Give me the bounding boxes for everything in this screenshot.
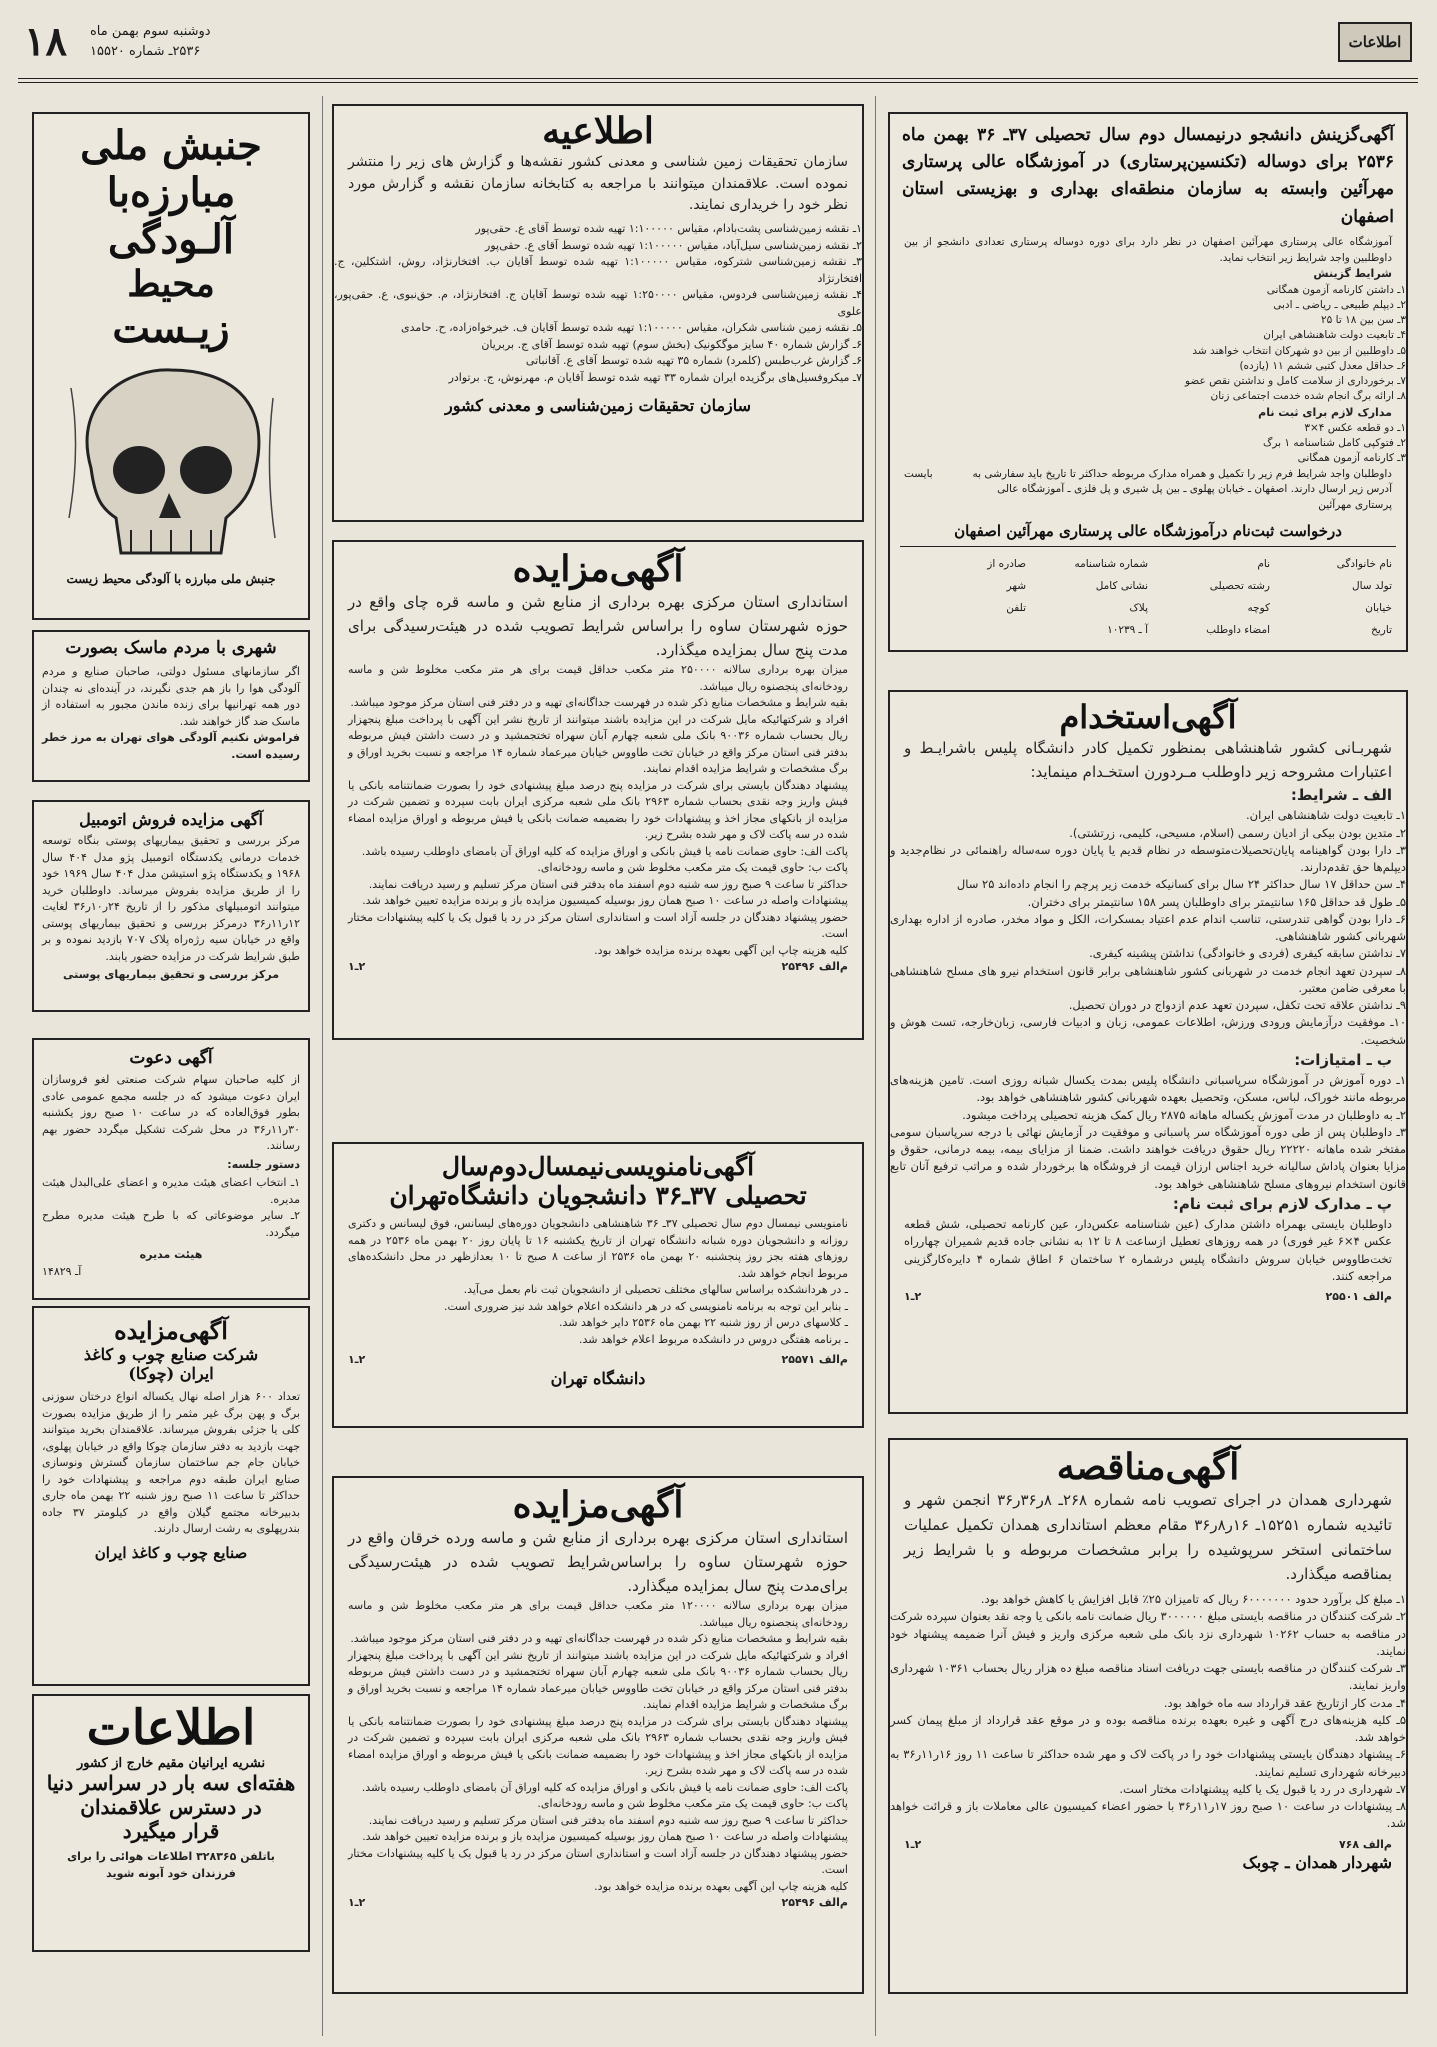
- docs-list: [890, 421, 1406, 467]
- list-item: ۱ـ تابعیت دولت شاهنشاهی ایران.: [1246, 808, 1406, 823]
- list-item: ۵ـ طول قد حداقل ۱۶۵ سانتیمتر برای داوطلبان پسر ۱۵۸ سانتیمتر برای دختران.: [1027, 894, 1406, 909]
- list-item: ۴ـ تابعیت دولت شاهنشاهی ایران: [1263, 329, 1406, 342]
- list-item: ۳ـ نقشه زمین‌شناسی شترکوه، مقیاس ۱:۱۰۰۰۰۰ تهیه شده توسط آقایان ب. افتخارنژاد، روش، اشتکلین، ج. افتخارنژاد: [334, 255, 862, 285]
- list-item: ۱ـ نقشه زمین‌شناسی پشت‌بادام، مقیاس ۱:۱۰۰۰۰۰ تهیه شده توسط آقای ع. حقی‌پور: [475, 222, 862, 236]
- form-row: [904, 597, 1392, 619]
- form-field: تلفن: [1006, 602, 1026, 614]
- logo-text: اطلاعات: [1348, 33, 1402, 51]
- notice-title: شهری با مردم ماسک بصورت: [65, 638, 277, 658]
- ad-title: آگهی‌مزایده: [114, 1316, 228, 1345]
- form-field: خیابان: [1365, 602, 1392, 614]
- mask-notice: [32, 630, 310, 782]
- ad-footer: [890, 1837, 1406, 1854]
- requirements-list: [890, 807, 1406, 1049]
- ad-title: آگهی مزایده فروش اتومبیل: [79, 810, 263, 829]
- form-field: پلاک: [1129, 602, 1148, 614]
- announcement-signature: سازمان تحقیقات زمین‌شناسی و معدنی کشور: [444, 396, 752, 416]
- ad-lead: استانداری استان مرکزی بهره برداری از منابع شن و ماسه ورده خرقان واقع در حوزه شهرستان ساوه را براساس‌شرایط تصویب شده در هیئت‌رسیدگی برای‌مدت پنج سال بمزایده میگذارد.: [348, 1529, 848, 1595]
- invitation-ad: [32, 1038, 310, 1300]
- promo-line: نشریه ایرانیان مقیم خارج از کشور: [76, 1756, 266, 1771]
- ad-signature: صنایع چوب و کاغذ ایران: [94, 1543, 248, 1562]
- list-item: ۳ـ دارا بودن گواهینامه پایان‌تحصیلات‌متوسطه در نظام قدیم یا پایان دوره سه‌ساله راهنمائی در نظام‌جدید و دیپلم‌ها حق تقدم‌دارند.: [890, 842, 1406, 874]
- promo-line: در دسترس علاقمندان: [80, 1795, 262, 1819]
- column-rule: [875, 96, 876, 2036]
- campaign-line: جنبش ملی: [80, 122, 262, 169]
- ad-lead: شهرداری همدان در اجرای تصویب نامه شماره ۲۶۸ـ ۸ر۳۶ر۳۶ انجمن شهر و تائیدیه شماره ۱۵۲۵۱ـ ۱۶ر۸ر۳۶ مقام معظم استانداری همدان تکمیل عملیات ساختمانی استخر سرپوشیده را برابر مشخصات مربوطه و با شرایط زیر بمناقصه میگذارد.: [904, 1491, 1392, 1584]
- column-rule: [322, 96, 323, 2036]
- ad-title-2: تحصیلی ۳۷ـ۳۶ دانشجویان دانشگاه‌تهران: [389, 1181, 807, 1210]
- promo-title: اطلاعات: [86, 1700, 256, 1756]
- documents-text: داوطلبان بایستی بهمراه داشتن مدارک (عین شناسنامه عکس‌دار، عین کارنامه تحصیلی، شش قطعه عکس ۴×۶ غیر فوری) در همه روزهای تعطیل ازساعت ۸ تا ۱۲ به نشانی جاده قدیم شمیران چهارراه تخت‌طاووس خیابان سروش دانشگاه پلیس درشماره ۲ ساختمان ۶ اطاق شماره ۴ دایره‌کارگزینی مراجعه کنند.: [904, 1217, 1393, 1283]
- ad-title: آگهی‌مزایده: [512, 1484, 684, 1526]
- agenda-item: ۲ـ سایر موضوعاتی که با طرح هیئت مدیره مطرح میگردد.: [42, 1209, 300, 1239]
- company-name: ایران (چوکا): [128, 1364, 214, 1383]
- announcement-title: اطلاعیه: [542, 110, 654, 152]
- list-item: ۵ـ کلیه هزینه‌های درج آگهی و غیره بعهده برنده مناقصه بوده و در موقع عقد قرارداد از مبلغ پیمان کسر خواهد شد.: [890, 1712, 1406, 1744]
- ad-paragraph: پاکت ب: حاوی قیمت یک متر مکعب مخلوط شن و ماسه رودخانه‌ای.: [537, 861, 848, 874]
- list-item: ۵ـ داوطلبین از بین دو شهرکان انتخاب خواهند شد: [1192, 344, 1406, 357]
- ad-ref: م‌الف ۲۵۵۷۱: [781, 1353, 848, 1366]
- campaign-line: محیط: [127, 263, 215, 305]
- list-item: ۹ـ نداشتن علاقه تحت تکفل، سپردن تعهد عدم ازدواج در دوران تحصیل.: [1068, 998, 1406, 1012]
- ad-note-right: بایست: [904, 467, 933, 480]
- list-item: ۱ـ دوره آموزش در آموزشگاه سرپاسبانی دانشگاه پلیس بمدت یکسال شبانه روزی است. تامین هزینه‌های مربوطه مانند خوراک، لباس، مسکن، وتحصیل بعهده شهربانی کشور شاهنشاهی خواهد بود.: [890, 1073, 1406, 1105]
- ad-paragraph: افراد و شرکتهائیکه مایل شرکت در این مزایده باشند میتوانند از تاریخ نشر این آگهی با پرداخت مبلغ پنجهزار ریال بحساب شماره ۹۰۰۳۶ بانک ملی شعبه چهارم آبان سهراه تختجمشید و در دست داشتن فیش مربوطه بدفتر فنی استان مرکز واقع در خیابان تخت طاووس خیابان میرعماد شماره ۱۴ مراجعه و نسبت بخرید اوراق و برگ مشخصات و شرایط مزایده اقدام نمایند.: [348, 712, 848, 775]
- campaign-line: زیـست: [112, 305, 230, 352]
- promo-phone: باتلفن ۳۲۸۳۶۵ اطلاعات هوائی را برای فرزندان خود آبونه شوید: [67, 1850, 275, 1880]
- ettelaat-promo-ad: [32, 1694, 310, 1952]
- ad-title: آگهی دعوت: [129, 1048, 213, 1068]
- ad-title: آگهی‌مناقصه: [1056, 1446, 1240, 1488]
- ad-title: آگهی‌مزایده: [512, 548, 684, 590]
- list-item: ۶ـ گزارش شماره ۴۰ سایز موگکونیک (بخش سوم) تهیه شده توسط آقای ج. بربریان: [481, 337, 862, 351]
- ad-signature: مرکز بررسی و تحقیق بیماریهای پوستی: [62, 968, 280, 981]
- campaign-line: آلـودگی: [108, 216, 234, 263]
- conditions-list: [890, 283, 1406, 405]
- ad-signature: شهردار همدان ـ چوبک: [1242, 1853, 1392, 1872]
- form-field: شهر: [1006, 579, 1026, 592]
- list-item: ۶ـ پیشنهاد دهندگان بایستی پیشنهادات خود را در پاکت لاک و مهر شده حداکثر تا ساعت ۱۱ روز ۱۶ر۱۱ر۳۶ به دبیرخانه شهرداری تسلیم نمایند.: [890, 1747, 1406, 1779]
- list-item: ۷ـ شهرداری در رد یا قبول یک یا کلیه پیشنهادات مختار است.: [1119, 1781, 1406, 1796]
- tender-terms-list: [890, 1591, 1406, 1833]
- ad-lead: استانداری استان مرکزی بهره برداری از منابع شن و ماسه قره چای واقع در حوزه شهرستان ساوه را براساس شرایط تصویب شده در هیئت‌رسیدگی برای مدت پنج سال بمزایده میگذارد.: [348, 593, 848, 659]
- ad-body: از کلیه صاحبان سهام شرکت صنعتی لغو فروسازان ایران دعوت میشود که در جلسه مجمع عمومی عادی بطور فوق‌العاده که در ساعت ۱۰ صبح روز یکشنبه ۳۰ر۱۱ر۳۶ در محل شرکت تشکیل میگردد حضور بهم رسانند.: [42, 1073, 300, 1152]
- list-item: ۲ـ شرکت کنندگان در مناقصه بایستی مبلغ ۳۰۰۰۰۰۰ ریال ضمانت نامه بانکی یا وجه نقد بعنوان سپرده شرکت در مناقصه به حساب ۱۰۲۶۲ شهرداری نزد بانک ملی شعبه مرکزی واریز و فیش آنرا ضمیمه پیشنهاد خود نمایند.: [890, 1609, 1406, 1658]
- geology-announcement: [332, 104, 864, 522]
- ad-title: آگهی‌نامنویسی‌نیمسال‌دوم‌سال: [441, 1152, 755, 1181]
- ad-ref-2: ۲ـ۱: [348, 1896, 366, 1909]
- issue-line: ۲۵۳۶ـ شماره ۱۵۵۲۰: [90, 44, 201, 59]
- ad-paragraph: حداکثر تا ساعت ۹ صبح روز سه شنبه دوم اسفند ماه بدفتر فنی استان مرکز تسلیم و رسید دریافت نمایند.: [368, 1813, 848, 1827]
- list-item: ۱ـ مبلغ کل برآورد حدود ۶۰۰۰۰۰۰۰ ریال که تامیزان ۲۵٪ قابل افزایش یا کاهش خواهد بود.: [980, 1592, 1406, 1606]
- ad-body: تعداد ۶۰۰ هزار اصله نهال یکساله انواع درختان سوزنی برگ و پهن برگ غیر مثمر را از طریق مزایده بصورت کلی یا جزئی بفروش میرساند. علاقمندان بخرید میتوانند جهت بازدید به دفتر سازمان چوکا واقع در خیابان پهلوی، خیابان جام جم ساختمان سازمان گسترش ونوسازی صنایع ایران طبقه دوم مراجعه و پیشنهادات خود را حداکثر تا ساعت ۱۱ صبح روز شنبه ۲۲ بهمن ماه جاری بدبیرخانه مجتمع گیلان واقع در کیلومتر ۳۷ جاده بندرپهلوی به رشت ارسال دارند.: [42, 1390, 301, 1535]
- ad-ref: م‌الف ۲۵۴۹۶: [781, 1896, 848, 1909]
- auction-ad: [332, 1476, 864, 1994]
- notice-tail: فراموش نکنیم آلودگی هوای تهران به مرز خطر رسیده است.: [42, 731, 300, 761]
- form-row: [904, 575, 1392, 597]
- tender-ad: [888, 1438, 1408, 1994]
- form-field: نام خانوادگی: [1336, 557, 1392, 570]
- form-field: تاریخ: [1371, 624, 1392, 637]
- list-item: ۸ـ سپردن تعهد انجام خدمت در شهربانی کشور شاهنشاهی برابر قانون استخدام نیرو های مسلح شاهنشاهی با معرفی ضامن معتبر.: [890, 963, 1406, 995]
- notice-body: اگر سازمانهای مسئول دولتی، صاحبان صنایع و مردم آلودگی هوا را باز هم جدی نگیرند، در آینده‌ای نه چندان دور همه تهرانیها برای زنده ماندن مجبور به استفاده از ماسک ضد گاز خواهند شد.: [42, 665, 300, 728]
- ad-paragraph: پیشنهاد دهندگان بایستی برای شرکت در مزایده پنج درصد مبلغ پیشنهادی خود را بصورت ضمانتنامه بانکی یا فیش واریز وجه نقدی بحساب شماره ۲۹۶۳ بانک ملی شعبه مرکزی ایران بابت سپرده و تضمین شرکت در مزایده از بانکهای مجاز اخذ و پیشنهادات خود را بضمیمه ضمانت بانکی یا فیش مربوطه و اوراق مزایده امضاء شده در سه پاکت لاک و مهر شده بشرح زیر.: [348, 778, 848, 841]
- ad-ref: آـ ۱۴۸۲۹: [42, 1264, 82, 1278]
- list-item: ۱ـ دو قطعه عکس ۴×۳: [1304, 422, 1406, 434]
- list-item: ۵ـ نقشه زمین شناسی شکران، مقیاس ۱:۱۰۰۰۰۰ تهیه شده توسط آقایان ف. خیرخواه‌زاده، ح. حامدی: [401, 321, 862, 335]
- masthead-logo: [1338, 22, 1412, 62]
- ad-paragraph: نامنویسی نیمسال دوم سال تحصیلی ۳۷ـ ۳۶ شاهنشاهی دانشجویان دوره‌های لیسانس، فوق لیسانس و دکتری روزانه و دانشجویان دوره شبانه دانشگاه تهران از تاریخ یکشنبه ۱۶ تا پایان روز ۲۰ بهمن ماه ۲۵۳۶ در همه روزهای هفته بجز روز پنجشنبه ۲۰ بهمن ماه ۲۵۳۶ از ساعت ۸ صبح تا ۱۰ بعدازظهر در محل دانشکده‌های مربوط انجام خواهد شد.: [348, 1217, 849, 1280]
- ad-signature: دانشگاه تهران: [550, 1368, 646, 1388]
- skull-illustration: [51, 358, 291, 568]
- header-rule: [18, 78, 1418, 79]
- list-item: ۲ـ به داوطلبان در مدت آموزش یکساله ماهانه ۲۸۷۵ ریال کمک هزینه تحصیلی پرداخت میشود.: [962, 1107, 1406, 1122]
- ad-paragraph: پاکت ب: حاوی قیمت یک متر مکعب مخلوط شن و ماسه رودخانه‌ای.: [537, 1797, 848, 1810]
- list-item: ۷ـ برخورداری از سلامت کامل و نداشتن نقص عضو: [1184, 375, 1406, 388]
- page-header: [18, 18, 1418, 78]
- form-field: صادره از: [987, 557, 1026, 570]
- ad-ref: م‌الف ۲۵۴۹۶: [781, 960, 848, 973]
- ad-paragraph: بقیه شرایط و مشخصات منابع ذکر شده در فهرست جداگانه‌ای تهیه و در دفتر فنی استان مرکز موجود میباشد.: [350, 696, 848, 709]
- ad-signature: هیئت مدیره: [139, 1248, 203, 1261]
- list-item: ۴ـ نقشه زمین‌شناسی فردوس، مقیاس ۱:۲۵۰۰۰۰ تهیه شده توسط آقایان ج. افتخارنژاد، م. حق‌نبوی، ع. حقی‌پور، علوی: [334, 288, 862, 318]
- ad-paragraph: میزان بهره برداری سالانه ۲۵۰۰۰۰ متر مکعب حداقل قیمت برای هر متر مکعب مخلوط شن و ماسه رودخانه‌ای پنجصنوه ریال میباشد.: [348, 663, 848, 693]
- conditions-title: شرایط گزینش: [1313, 267, 1392, 281]
- date-line: دوشنبه سوم بهمن ماه: [90, 24, 211, 39]
- form-field: نشانی کامل: [1095, 579, 1148, 592]
- list-item: ۴ـ سن حداقل ۱۷ سال حداکثر ۲۴ سال برای کسانیکه خدمت زیر پرچم را انجام داده‌اند ۲۵ سال: [956, 877, 1406, 892]
- page-number: ۱۸: [24, 18, 67, 65]
- list-item: ۷ـ نداشتن سابقه کیفری (فردی و خانوادگی) نداشتن پیشینه کیفری.: [1089, 946, 1406, 961]
- pollution-campaign-ad: [32, 112, 310, 620]
- ad-note: داوطلبان واجد شرایط فرم زیر را تکمیل و همراه مدارک مربوطه حداکثر تا تاریخ باید سفارشی به آدرس زیر ارسال دارند. اصفهان ـ خیابان پهلوی ـ بین پل شیری و پل فلزی ـ آموزشگاه عالی پرستاری مهرآئین: [972, 467, 1392, 512]
- ad-intro: آموزشگاه عالی پرستاری مهرآئین اصفهان در نظر دارد برای دوره دوساله پرستاری تعدادی دانشجو از بین داوطلبین واجد شرایط زیر انتخاب نماید.: [904, 235, 1392, 264]
- ad-paragraph: پاکت الف: حاوی ضمانت نامه یا فیش بانکی و اوراق مزایده که کلیه اوراق آن بامضای داوطلب رسیده باشد.: [361, 844, 848, 858]
- list-item: ۲ـ متدین بودن بیکی از ادیان رسمی (اسلام، مسیحی، کلیمی، زرتشتی).: [1069, 825, 1406, 840]
- list-item: ۳ـ کارنامه آزمون همگانی: [1297, 452, 1406, 465]
- ad-heading: آگهی‌گزینش دانشجو درنیمسال دوم سال تحصیلی ۳۷ـ ۳۶ بهمن ماه ۲۵۳۶ برای دوساله (تکنسین‌پرستاری) در آموزشگاه عالی پرستاری مهرآئین وابسته به سازمان منطقه‌ای بهداری و بهزیستی استان اصفهان: [902, 125, 1394, 227]
- ad-ref: م‌الف ۲۵۵۰۱: [1325, 1290, 1392, 1303]
- note-row: [890, 467, 1406, 514]
- list-item: ۳ـ داوطلبان پس از طی دوره آموزشگاه سر پاسبانی و موفقیت در آزمایش نهائی با درجه سرپاسبان سومی مفتخر شده ماهانه ۲۲۲۲۰ ریال حقوق دریافت خواهند داشت. ضمنا از مزایای بیمه، بیمه درمانی، حقوق و مزایا بعنوان پاداش سالیانه خرید اجناس ارزان قیمت از فروشگاه ها برخوردار شده و مراتب ترفیع آنان تابع قانون استخدام نیروهای مسلح شاهنشاهی خواهد بود.: [890, 1124, 1406, 1191]
- ad-paragraph: حداکثر تا ساعت ۹ صبح روز سه شنبه دوم اسفند ماه بدفتر فنی استان مرکز تسلیم و رسید دریافت نمایند.: [368, 877, 848, 891]
- agenda-title: دستور جلسه:: [227, 1157, 300, 1171]
- list-item: ۱ـ داشتن کارنامه آزمون همگانی: [1266, 283, 1406, 296]
- ad-paragraph: کلیه هزینه چاپ این آگهی بعهده برنده مزایده خواهد بود.: [594, 943, 848, 957]
- ad-ref-2: ۲ـ۱: [348, 960, 366, 973]
- promo-line: هفته‌ای سه بار در سراسر دنیا: [46, 1771, 296, 1795]
- list-item: ۶ـ حداقل معدل کتبی ششم ۱۱ (یازده): [1239, 359, 1406, 372]
- benefits-list: [890, 1072, 1406, 1193]
- form-row: [904, 553, 1392, 575]
- list-item: ۷ـ میکروفسیل‌های برگزیده ایران شماره ۳۳ تهیه شده توسط آقایان م. مهرنوش، ج. برتوادر: [448, 370, 862, 384]
- ad-footer: [334, 959, 862, 976]
- skull-caption: جنبش ملی مبارزه با آلودگی محیط زیست: [66, 572, 276, 586]
- ad-body: مرکز بررسی و تحقیق بیماریهای پوستی بنگاه توسعه خدمات درمانی یکدستگاه اتومبیل پژو مدل ۴۰۴ سال ۱۹۶۸ و یکدستگاه پژو استیشن مدل ۴۰۴ سال ۱۹۶۹ خود را از طریق مزایده بفروش میرساند. داوطلبان خرید میتوانند اتومبیلهای مذکور را از تاریخ ۲۴ر۱۰ر۳۶ لغایت ۱۲ر۱۱ر۳۶ درمرکز بررسی و تحقیق بیماریهای پوستی واقع در خیابان سیه رژه‌راه پلاک ۷۰۷ بازدید نموده و بر طبق شرایط شرکت در مزایده حضور یابند.: [42, 834, 300, 963]
- list-item: ۲ـ نقشه زمین‌شناسی سیل‌آباد، مقیاس ۱:۱۰۰۰۰۰ تهیه شده توسط آقای ع. حقی‌پور: [485, 238, 862, 252]
- form-title: درخواست ثبت‌نام درآموزشگاه عالی پرستاری مهرآئین اصفهان: [954, 521, 1342, 540]
- list-item: ۳ـ شرکت کنندگان در مناقصه بایستی جهت دریافت اسناد مناقصه مبلغ ده هزار ریال بحساب ۱۰۳۶۱ شهرداری واریز نمایند.: [890, 1661, 1407, 1693]
- section-title: پ ـ مدارک لازم برای ثبت نام:: [1172, 1194, 1392, 1213]
- announcement-body: سازمان تحقیقات زمین شناسی و معدنی کشور نقشه‌ها و گزارش های زیر را منتشر نموده است. علاقمندان میتوانند با مراجعه به کتابخانه سازمان نقشه و گزارش مورد نظر خود را خریداری نمایند.: [348, 154, 848, 214]
- ad-ref-2: ۲ـ۱: [904, 1290, 922, 1303]
- ad-paragraph: میزان بهره برداری سالانه ۱۲۰۰۰۰ متر مکعب حداقل قیمت برای هر متر مکعب مخلوط شن و ماسه رودخانه‌ای پنجصنوه ریال میباشد.: [348, 1599, 848, 1629]
- section-title: ب ـ امتیازات:: [1294, 1050, 1392, 1069]
- wood-auction-ad: [32, 1306, 310, 1686]
- ad-paragraph: ـ برنامه هفتگی دروس در دانشکده مربوط اعلام خواهد شد.: [578, 1332, 848, 1346]
- ad-paragraph: حضور پیشنهاد دهندگان در جلسه آزاد است و استانداری استان مرکز در رد یا قبول یک یا کلیه پیشنهادات مختار است.: [348, 1846, 848, 1876]
- university-registration-ad: [332, 1142, 864, 1428]
- list-item: ۶ـ گزارش غرب‌طبس (کلمرد) شماره ۳۵ تهیه شده توسط آقای ع. آقانباتی: [525, 354, 862, 368]
- section-title: الف ـ شرایط:: [1290, 786, 1392, 804]
- header-rule-2: [18, 82, 1418, 83]
- agenda-item: ۱ـ انتخاب اعضای هیئت مدیره و اعضای علی‌البدل هیئت مدیره.: [42, 1176, 300, 1206]
- ad-paragraph: بقیه شرایط و مشخصات منابع ذکر شده در فهرست جداگانه‌ای تهیه و در دفتر فنی استان مرکز موجود میباشد.: [350, 1632, 848, 1645]
- list-item: ۲ـ فتوکپی کامل شناسنامه ۱ برگ: [1262, 437, 1406, 450]
- ad-footer: [334, 1895, 862, 1912]
- form-field: [904, 619, 1026, 641]
- form-field: آ ـ ۱۰۲۳۹: [1107, 624, 1148, 637]
- list-item: ۴ـ مدت کار ازتاریخ عقد قرارداد سه ماه خواهد بود.: [1163, 1695, 1406, 1710]
- ad-title: آگهی‌استخدام: [1059, 698, 1237, 736]
- ad-paragraph: افراد و شرکتهائیکه مایل شرکت در این مزایده باشند میتوانند از تاریخ نشر این آگهی با پرداخت مبلغ پنجهزار ریال بحساب شماره ۹۰۰۳۶ بانک ملی شعبه چهارم آبان سهراه تختجمشید و در دست داشتن فیش مربوطه بدفتر فنی استان مرکز واقع در خیابان تخت طاووس خیابان میرعماد شماره ۱۴ مراجعه و نسبت بخرید اوراق و برگ مشخصات و شرایط مزایده اقدام نمایند.: [348, 1648, 848, 1711]
- ad-paragraph: پیشنهادات واصله در ساعت ۱۰ صبح همان روز بوسیله کمیسیون مزایده باز و برنده مزایده تعیین خواهد شد.: [362, 894, 848, 907]
- ad-paragraph: ـ در هردانشکده براساس سالهای مختلف تحصیلی از دانشجویان ثبت نام بعمل می‌آید.: [463, 1283, 848, 1296]
- form-field: امضاء داوطلب: [1206, 624, 1270, 637]
- employment-ad: [888, 690, 1408, 1414]
- registration-form: [890, 547, 1406, 647]
- ad-lead: شهربـانی کشور شاهنشاهی بمنظور تکمیل کادر دانشگاه پلیس باشرایـط و اعتبارات مشروحه زیر داوطلب مـردورن استخـدام مینماید:: [904, 739, 1392, 781]
- ad-footer: [334, 1352, 862, 1369]
- ad-paragraph: پیشنهادات واصله در ساعت ۱۰ صبح همان روز بوسیله کمیسیون مزایده باز و برنده مزایده تعیین خواهد شد.: [362, 1830, 848, 1843]
- nursing-admission-ad: [888, 112, 1408, 652]
- company-name: شرکت صنایع چوب و کاغذ: [83, 1345, 259, 1364]
- publication-list: [334, 221, 862, 386]
- promo-line: قرار میگیرد: [122, 1819, 220, 1843]
- ad-ref-2: ۲ـ۱: [348, 1353, 366, 1366]
- ad-paragraph: پیشنهاد دهندگان بایستی برای شرکت در مزایده پنج درصد مبلغ پیشنهادی خود را بصورت ضمانتنامه بانکی یا فیش واریز وجه نقدی بحساب شماره ۲۹۶۳ بانک ملی شعبه مرکزی ایران بابت سپرده و تضمین شرکت در مزایده از بانکهای مجاز اخذ و پیشنهادات خود را بضمیمه ضمانت بانکی یا فیش مربوطه و اوراق مزایده امضاء شده در سه پاکت لاک و مهر شده بشرح زیر.: [348, 1714, 848, 1777]
- auction-ad: [332, 540, 864, 1040]
- ad-paragraph: ـ کلاسهای درس از روز شنبه ۲۲ بهمن ماه ۲۵۳۶ دایر خواهد شد.: [559, 1316, 848, 1329]
- list-item: ۲ـ دیپلم طبیعی ـ ریاضی ـ ادبی: [1273, 298, 1406, 311]
- form-field: شماره شناسنامه: [1074, 557, 1148, 570]
- list-item: ۱۰ـ موفقیت درآزمایش ورودی ورزش، اطلاعات عمومی، زبان و ادبیات فارسی، زبان‌خارجه، تست هوش و شخصیت.: [890, 1015, 1406, 1047]
- list-item: ۸ـ پیشنهادات در ساعت ۱۰ صبح روز ۱۷ر۱۱ر۳۶ با حضور اعضاء کمیسیون عالی معاملات باز و قرائت خواهد شد.: [890, 1799, 1406, 1831]
- ad-paragraph: کلیه هزینه چاپ این آگهی بعهده برنده مزایده خواهد بود.: [594, 1879, 848, 1893]
- form-field: کوچه: [1247, 602, 1270, 614]
- ad-ref: م‌الف ۷۶۸: [1338, 1837, 1392, 1851]
- list-item: ۳ـ سن بین ۱۸ تا ۲۵: [1321, 314, 1406, 327]
- campaign-line: مبارزه‌با: [106, 169, 236, 216]
- ad-footer: [890, 1289, 1406, 1306]
- form-field: تولد سال: [1351, 579, 1392, 592]
- ad-ref-2: ۲ـ۱: [904, 1837, 922, 1851]
- form-field: نام: [1257, 557, 1270, 570]
- docs-title: مدارک لازم برای ثبت نام: [1258, 405, 1392, 419]
- ad-paragraph: حضور پیشنهاد دهندگان در جلسه آزاد است و استانداری استان مرکز در رد یا قبول یک یا کلیه پیشنهادات مختار است.: [348, 910, 848, 940]
- ad-paragraph: ـ بنابر این توجه به برنامه نامنویسی که در هر دانشکده اعلام خواهد شد نیز ضروری است.: [443, 1299, 848, 1313]
- car-auction-ad: [32, 800, 310, 1012]
- form-row: [904, 619, 1392, 641]
- list-item: ۶ـ دارا بودن گواهی تندرستی، تناسب اندام عدم اعتیاد بمسکرات، الکل و مواد مخدر، صادره از اداره بهداری شهربانی کشور شاهنشاهی.: [890, 911, 1406, 943]
- ad-paragraph: پاکت الف: حاوی ضمانت نامه یا فیش بانکی و اوراق مزایده که کلیه اوراق آن بامضای داوطلب رسیده باشد.: [361, 1780, 848, 1794]
- form-field: رشته تحصیلی: [1209, 579, 1270, 592]
- list-item: ۸ـ ارائه برگ انجام شده خدمت اجتماعی زنان: [1210, 390, 1406, 403]
